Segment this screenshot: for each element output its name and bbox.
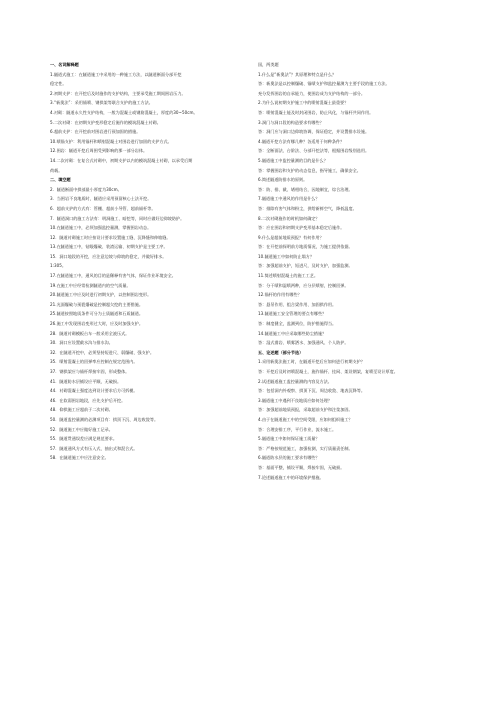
text-line: 46．在软弱围岩地段，应先支护后开挖。 xyxy=(50,397,126,403)
text-line: 答：防、排、截、堵相结合，因地制宜，综合治理。 xyxy=(258,186,353,192)
text-line: 37．钢拱架应与锚杆焊接牢固，形成整体。 xyxy=(50,369,130,374)
text-line: 12．隧道衬砌施工时应按设计要求设置施工缝、沉降缝和伸缩缝。 xyxy=(50,234,171,240)
text-line: 稳定性。 xyxy=(50,81,67,87)
text-line: 1.采用新奥法施工时，在隧道开挖后应如何进行初期支护？ xyxy=(258,359,365,365)
text-line: 48．仰拱施工应超前于二次衬砌。 xyxy=(50,407,113,413)
text-line: 3．当围岩不良地质时，隧道应采用预留核心土法开挖。 xyxy=(50,196,152,202)
text-line: 11.简述喷射混凝土的施工工艺。 xyxy=(258,273,319,279)
text-line: 55．隧道贯通误差应满足规范要求。 xyxy=(50,436,117,442)
text-line: 25.隧道按照地质条件可分为土质隧道和石质隧道。 xyxy=(50,311,143,317)
text-line: 答：基面平整，铺设平顺，焊接牢固，无破损。 xyxy=(258,464,345,470)
text-line: 13.隧道施工安全管理的要点有哪些？ xyxy=(258,311,327,317)
text-line: 1.什么是“新奥法”？其原理和特点是什么？ xyxy=(258,71,337,77)
text-line: 答：在开挖前探明前方地质情况，为施工提供依据。 xyxy=(258,244,353,250)
text-line: 30．洞口应设置截水沟与排水沟。 xyxy=(50,340,113,346)
text-line: 44．衬砌混凝土强度达到设计要求后方可拆模。 xyxy=(50,388,138,394)
text-line: 9.什么是超前地质预报？有何作用？ xyxy=(258,234,324,240)
text-line: 50．隧道监控量测的必测项目有：拱顶下沉、周边收敛等。 xyxy=(50,416,159,422)
text-line: 10.隧道施工中如何防止塌方？ xyxy=(258,253,314,259)
text-line: 7.隧道施工中通风的作用是什么？ xyxy=(258,196,320,202)
text-line: 15．洞口地段的开挖，应注意边坡与仰坡的稳定，并做好排水。 xyxy=(50,253,167,259)
text-line: 2.试述隧道施工监控量测的内容及方法。 xyxy=(258,378,332,384)
text-line: 5.二次衬砌：在初期支护变形稳定后施作的模筑混凝土衬砌。 xyxy=(50,119,161,125)
text-line: 答：洞门应与洞口边仰坡协调，保证稳定，并设置排水设施。 xyxy=(258,129,370,135)
text-line: 充分发挥围岩的自承能力，使围岩成为支护结构的一部分。 xyxy=(258,90,365,96)
text-line: 4.衬砌：隧道永久性支护结构，一般为混凝土或钢筋混凝土，厚度约30~50cm。 xyxy=(50,109,198,115)
text-line: 8.二次衬砌施作的时机如何确定？ xyxy=(258,215,320,221)
text-line: 14.二次衬砌：在复合式衬砌中，初期支护以内的模筑混凝土衬砌，以承受后期 xyxy=(50,157,193,163)
text-line: 4.由于在隧道施工中的空间受限，应如何组织施工？ xyxy=(258,416,353,422)
text-line: 6.隧道防水层的施工要求有哪些？ xyxy=(258,455,320,461)
text-line: 5.隧道施工中如何保证施工质量？ xyxy=(258,436,320,442)
text-line: 答：包括洞内外观察、拱顶下沉、周边收敛、地表沉降等。 xyxy=(258,388,365,394)
text-line: 7.论述隧道施工中的环境保护措施。 xyxy=(258,474,324,480)
text-line: 13.在隧道施工中，钻眼爆破、装渣运输、初期支护是主要工序。 xyxy=(50,244,168,250)
text-line: 答：加强超前地质预报，采取超前支护和注浆加固。 xyxy=(258,407,353,413)
text-line: 答：喷射混凝土能及时封闭围岩，防止风化，与锚杆共同作用。 xyxy=(258,109,374,115)
text-line: 4.隧道开挖方法有哪几种？各适用于何种条件？ xyxy=(258,138,345,144)
text-line: 12.围岩：隧道开挖后周围受到影响的那一部分岩体。 xyxy=(50,148,148,154)
section-heading: 五、论述题（部分节选） xyxy=(258,349,304,355)
text-line: 58．在隧道施工中应注意安全。 xyxy=(50,455,109,461)
text-line: 6.超前支护：在开挖前对围岩进行预加固的措施。 xyxy=(50,129,141,135)
text-line: 答：新奥法是以控制爆破、锚喷支护和监控量测为主要手段的施工方法。 xyxy=(258,81,390,87)
text-line: 答：制度健全，监测到位，防护措施得当。 xyxy=(258,321,337,327)
text-line: 7．隧道洞口的施工方法有：明洞施工、暗挖等，同时应做好边仰坡防护。 xyxy=(50,215,185,221)
text-line: 2．隧道断面中拱部最小厚度为30cm。 xyxy=(50,186,122,192)
left-column xyxy=(50,60,236,463)
text-line: 35．喷射混凝土的回弹率应控制在规定范围内。 xyxy=(50,359,138,365)
text-line: 12.锚杆的作用有哪些？ xyxy=(258,292,302,298)
text-line: 2.初期支护：在开挖后及时施作的支护结构，主要承受施工期间围岩压力。 xyxy=(50,90,186,96)
right-column xyxy=(258,60,444,482)
text-line: 答：加强超前支护，短进尺，及时支护，加强监测。 xyxy=(258,263,353,269)
text-line: 答：湿式凿岩、喷雾洒水、加强通风、个人防护。 xyxy=(258,340,349,346)
section-heading: 一、名词解释题 xyxy=(50,62,79,67)
section-heading: 二、填空题 xyxy=(50,177,71,183)
text-line: 20.隧道施工中应及时进行初期支护，以控制围岩变形。 xyxy=(50,292,152,298)
text-line: 答：应在围岩和初期支护变形基本稳定后施作。 xyxy=(258,225,345,231)
text-line: 答：开挖后及时初喷混凝土，施作锚杆、挂网、架设钢架，复喷至设计厚度。 xyxy=(258,369,398,374)
text-line: 3.“新奥法”：采用锚喷、钢拱架等联合支护的施工方法。 xyxy=(50,100,153,106)
text-line: 1.隧道式施工：在隧道施工中采用的一种施工方法，以隧道断面分部开挖 xyxy=(50,71,182,77)
text-line: 32．在隧道开挖中，必须坚持短进尺、弱爆破、强支护。 xyxy=(50,349,154,355)
text-line: 3.隧道施工中遇到不良地质应如何处理？ xyxy=(258,397,332,403)
text-line: 答：分干喷和湿喷两种，应分层喷射，控制回弹。 xyxy=(258,282,349,288)
text-line: 国，两类题 xyxy=(258,62,279,67)
text-line: 52．隧道施工中应做好施工记录。 xyxy=(50,426,113,432)
text-line: 1:305。 xyxy=(50,263,67,269)
text-line: 10.在隧道施工中，必须加强监控量测，掌握围岩动态。 xyxy=(50,225,152,231)
text-line: 21.光面爆破与预裂爆破是控制超欠挖的主要措施。 xyxy=(50,301,143,307)
text-line: 2.为什么说初期支护施工中的喷射混凝土最重要？ xyxy=(258,100,349,106)
text-line: 28．隧道衬砌模板台车一般采用全液压式。 xyxy=(50,330,130,336)
text-line: 3.洞门与洞口段的构造要求有哪些？ xyxy=(258,119,324,125)
text-line: 6.简述隧道防排水的原则。 xyxy=(258,177,308,183)
text-line: 17.在隧道施工中，通风的目的是稀释有害气体，保证作业环境安全。 xyxy=(50,273,176,279)
text-line: 10.喷锚支护：利用锚杆和喷射混凝土对围岩进行加固的支护方式。 xyxy=(50,138,172,144)
text-line: 荷载。 xyxy=(50,167,63,173)
text-line: 6．超前支护的方式有：管棚、超前小导管、超前锚杆等。 xyxy=(50,205,156,211)
text-line: 19.在施工中应经常检测隧道内的空气质量。 xyxy=(50,282,131,288)
text-line: 答：排除有害气体和粉尘，供给新鲜空气，降低温度。 xyxy=(258,205,357,211)
text-line: 答：悬吊作用、组合梁作用、加固拱作用。 xyxy=(258,301,337,307)
text-line: 26.施工中发现围岩变形过大时，应及时加强支护。 xyxy=(50,321,143,327)
text-line: 14.隧道施工中应采取哪些防尘措施？ xyxy=(258,330,327,336)
text-line: 57．隧道通风方式有压入式、抽出式和混合式。 xyxy=(50,445,138,451)
text-line: 5.隧道施工中监控量测的目的是什么？ xyxy=(258,157,328,163)
text-line: 答：全断面法、台阶法、分部开挖法等，根据围岩级别选用。 xyxy=(258,148,370,154)
text-line: 答：合理安排工序，平行作业，流水施工。 xyxy=(258,426,337,432)
text-line: 答：严格按规范施工，加强检测，实行质量责任制。 xyxy=(258,445,353,451)
text-line: 41．隧道防水层铺设应平顺，无破损。 xyxy=(50,378,122,384)
text-line: 答：掌握围岩和支护的动态信息，指导施工，确保安全。 xyxy=(258,167,361,173)
